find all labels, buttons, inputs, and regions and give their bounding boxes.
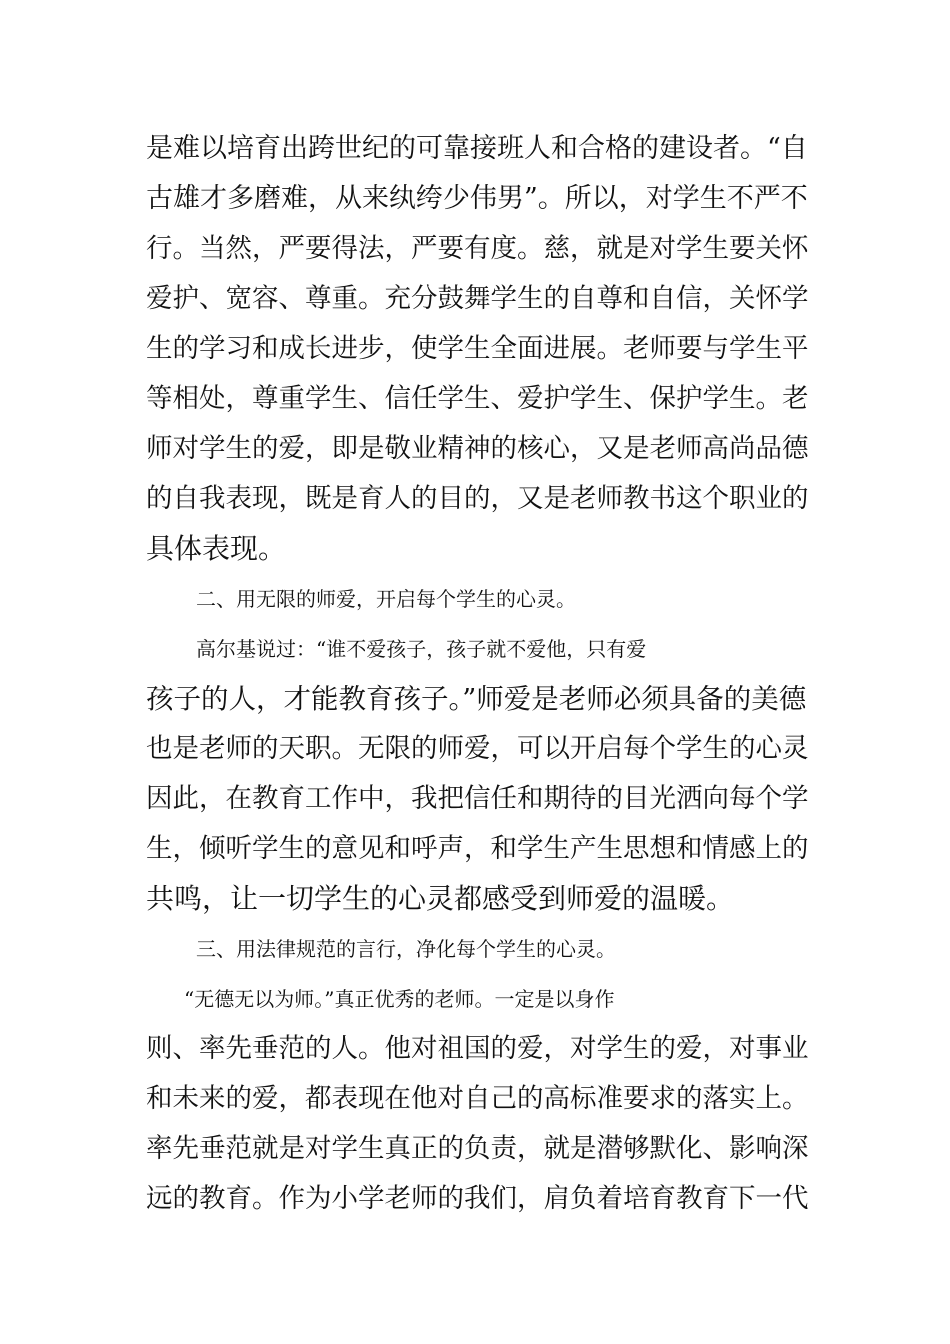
paragraph-line: 则、率先垂范的人。他对祖国的爱，对学生的爱，对事业	[146, 1033, 809, 1064]
paragraph-line: 因此，在教育工作中，我把信任和期待的目光洒向每个学	[146, 783, 809, 814]
paragraph-line: 等相处，尊重学生、信任学生、爱护学生、保护学生。老	[146, 383, 809, 414]
paragraph-line: 生的学习和成长进步，使学生全面进展。老师要与学生平	[146, 333, 809, 364]
paragraph-line: 师对学生的爱，即是敬业精神的核心，又是老师高尚品德	[146, 433, 809, 464]
section-heading: 三、用法律规范的言行，净化每个学生的心灵。	[196, 937, 616, 961]
paragraph-line: 具体表现。	[146, 532, 287, 565]
paragraph-line: 古雄才多磨难，从来纨绔少伟男”。所以，对学生不严不	[146, 183, 808, 214]
paragraph-line: 率先垂范就是对学生真正的负责，就是潜够默化、影响深	[146, 1133, 809, 1164]
paragraph-line: “无德无以为师。”真正优秀的老师。一定是以身作	[184, 987, 615, 1011]
paragraph-line: 是难以培育出跨世纪的可靠接班人和合格的建设者。“自	[146, 133, 808, 164]
paragraph-line: 孩子的人，才能教育孩子。”师爱是老师必须具备的美德	[146, 683, 807, 715]
paragraph-line: 和未来的爱，都表现在他对自己的高标准要求的落实上。	[146, 1083, 809, 1114]
paragraph-line: 生，倾听学生的意见和呼声，和学生产生思想和情感上的	[146, 833, 809, 864]
paragraph-line: 行。当然，严要得法，严要有度。慈，就是对学生要关怀	[146, 233, 809, 264]
paragraph-line: 共鸣，让一切学生的心灵都感受到师爱的温暖。	[146, 882, 735, 915]
paragraph-line: 的自我表现，既是育人的目的，又是老师教书这个职业的	[146, 483, 809, 514]
paragraph-line: 高尔基说过：“谁不爱孩子，孩子就不爱他，只有爱	[196, 637, 647, 661]
paragraph-line: 也是老师的天职。无限的师爱，可以开启每个学生的心灵	[146, 733, 809, 764]
paragraph-line: 爱护、宽容、尊重。充分鼓舞学生的自尊和自信，关怀学	[146, 283, 809, 314]
section-heading: 二、用无限的师爱，开启每个学生的心灵。	[196, 587, 576, 611]
paragraph-line: 远的教育。作为小学老师的我们，肩负着培育教育下一代	[146, 1183, 809, 1214]
